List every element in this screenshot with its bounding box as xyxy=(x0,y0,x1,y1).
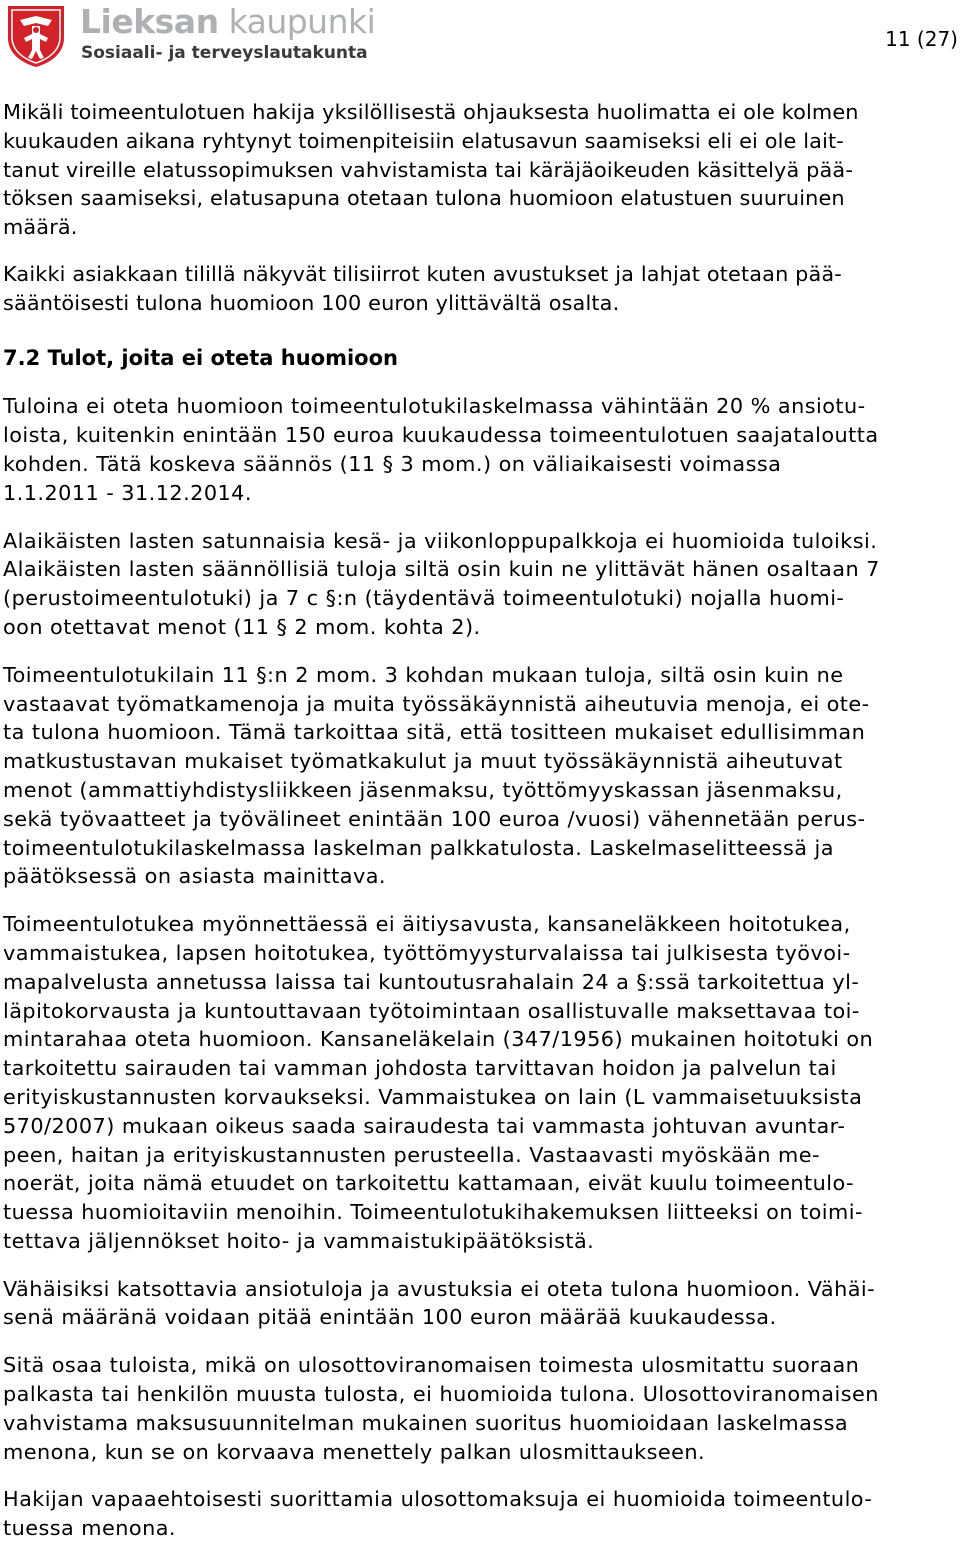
page-header xyxy=(0,0,960,80)
logo-name-light: kaupunki xyxy=(218,2,376,41)
logo-name-bold: Lieksan xyxy=(80,2,219,41)
page-number: 11 (27) xyxy=(885,27,958,51)
paragraph-benefits: Toimeentulotukea myönnettäessä ei äitiysavusta, kansaneläkkeen hoitotukea, vammaistukea, lapsen hoitotukea, työttömyysturvalaissa tai julkisesta työvoi- mapalvelusta annetussa laissa tai kuntoutusrahalain 24 a §:ssä tarkoitettua yl- läpitokorvausta ja kuntouttavaan työtoimintaan osallistuvalle maksettavaa toi- mintarahaa oteta huomioon. Kansaneläkelain (347/1956) mukainen hoitotuki on tarkoitettu sairauden tai vamman johdosta tarvittavan hoidon ja palvelun tai erityiskustannusten korvaukseksi. Vammaistukea on lain (L vammaisetuuksista 570/2007) mukaan oikeus saada sairaudesta tai vammasta johtuvan avuntar- peen, haitan ja erityiskustannusten perusteella. Vastaavasti myöskään me- noerät, joita nämä etuudet on tarkoitettu kattamaan, eivät kuulu toimeentulo- tuessa huomioitaviin menoihin. Toimeentulotukihakemuksen liitteeksi on toimi- tettava jäljennökset hoito- ja vammaistukipäätöksistä. xyxy=(3,912,874,1253)
logo-subtitle: Sosiaali- ja terveyslautakunta xyxy=(81,43,368,63)
paragraph-garnishment: Sitä osaa tuloista, mikä on ulosottoviranomaisen toimesta ulosmitattu suoraan palkasta tai henkilön muusta tulosta, ei huomioida tulona. Ulosottoviranomaisen vahvistama maksusuunnitelman mukainen suoritus huomioidaan laskelmassa menona, kun se on korvaava menettely palkan ulosmittaukseen. xyxy=(3,1353,879,1464)
paragraph-earned-income: Tuloina ei oteta huomioon toimeentulotukilaskelmassa vähintään 20 % ansiotu- loista, kuitenkin enintään 150 euroa kuukaudessa toimeentulotuen saajataloutta kohden. Tätä koskeva säännös (11 § 3 mom.) on väliaikaisesti voimassa 1.1.2011 - 31.12.2014. xyxy=(3,394,879,505)
paragraph-minor-income: Vähäisiksi katsottavia ansiotuloja ja avustuksia ei oteta tulona huomioon. Vähäi- senä määränä voidaan pitää enintään 100 euron määrää kuukaudessa. xyxy=(3,1276,876,1330)
paragraph-child-support: Mikäli toimeentulotuen hakija yksilöllisestä ohjauksesta huolimatta ei ole kolmen kuukauden aikana ryhtynyt toimenpiteisiin elatusavun saamiseksi eli ei ole lait- tanut vireille elatussopimuksen vahvistamista tai käräjäoikeuden käsittelyä pää- töksen saamiseksi, elatusapuna otetaan tulona huomioon elatustuen suuruinen määrä. xyxy=(3,100,859,240)
section-heading: 7.2 Tulot, joita ei oteta huomioon xyxy=(3,345,398,370)
paragraph-work-expenses: Toimeentulotukilain 11 §:n 2 mom. 3 kohdan mukaan tuloja, siltä osin kuin ne vastaavat työmatkamenoja ja muita työssäkäynnistä aiheutuvia menoja, ei ote- ta tulona huomioon. Tämä tarkoittaa sitä, että tositteen mukaiset edullisimman matkustustavan mukaiset työmatkakulut ja muut työssäkäynnistä aiheutuvat menot (ammattiyhdistysliikkeen jäsenmaksu, työttömyyskassan jäsenmaksu, sekä työvaatteet ja työvälineet enintään 100 euroa /vuosi) vähennetään perus- toimeentulotukilaskelmassa laskelman palkkatulosta. Laskelmaselitteessä ja päätöksessä on asiasta mainittava. xyxy=(3,662,870,889)
paragraph-voluntary-payments: Hakijan vapaaehtoisesti suorittamia ulosottomaksuja ei huomioida toimeentulo- tuessa menona. xyxy=(3,1487,873,1541)
logo-wordmark xyxy=(80,2,375,42)
city-crest-icon xyxy=(6,4,66,68)
paragraph-minors-income: Alaikäisten lasten satunnaisia kesä- ja viikonloppupalkkoja ei huomioida tuloiksi. Alaikäisten lasten säännöllisiä tuloja siltä osin kuin ne ylittävät hänen osaltaan 7 (perustoimeentulotuki) ja 7 c §:n (täydentävä toimeentulotuki) nojalla huomi- oon otettavat menot (11 § 2 mom. kohta 2). xyxy=(3,528,880,639)
document-body xyxy=(3,98,960,1543)
paragraph-account-transfers: Kaikki asiakkaan tilillä näkyvät tilisiirrot kuten avustukset ja lahjat otetaan pää- sääntöisesti tulona huomioon 100 euron ylittävältä osalta. xyxy=(3,261,842,315)
